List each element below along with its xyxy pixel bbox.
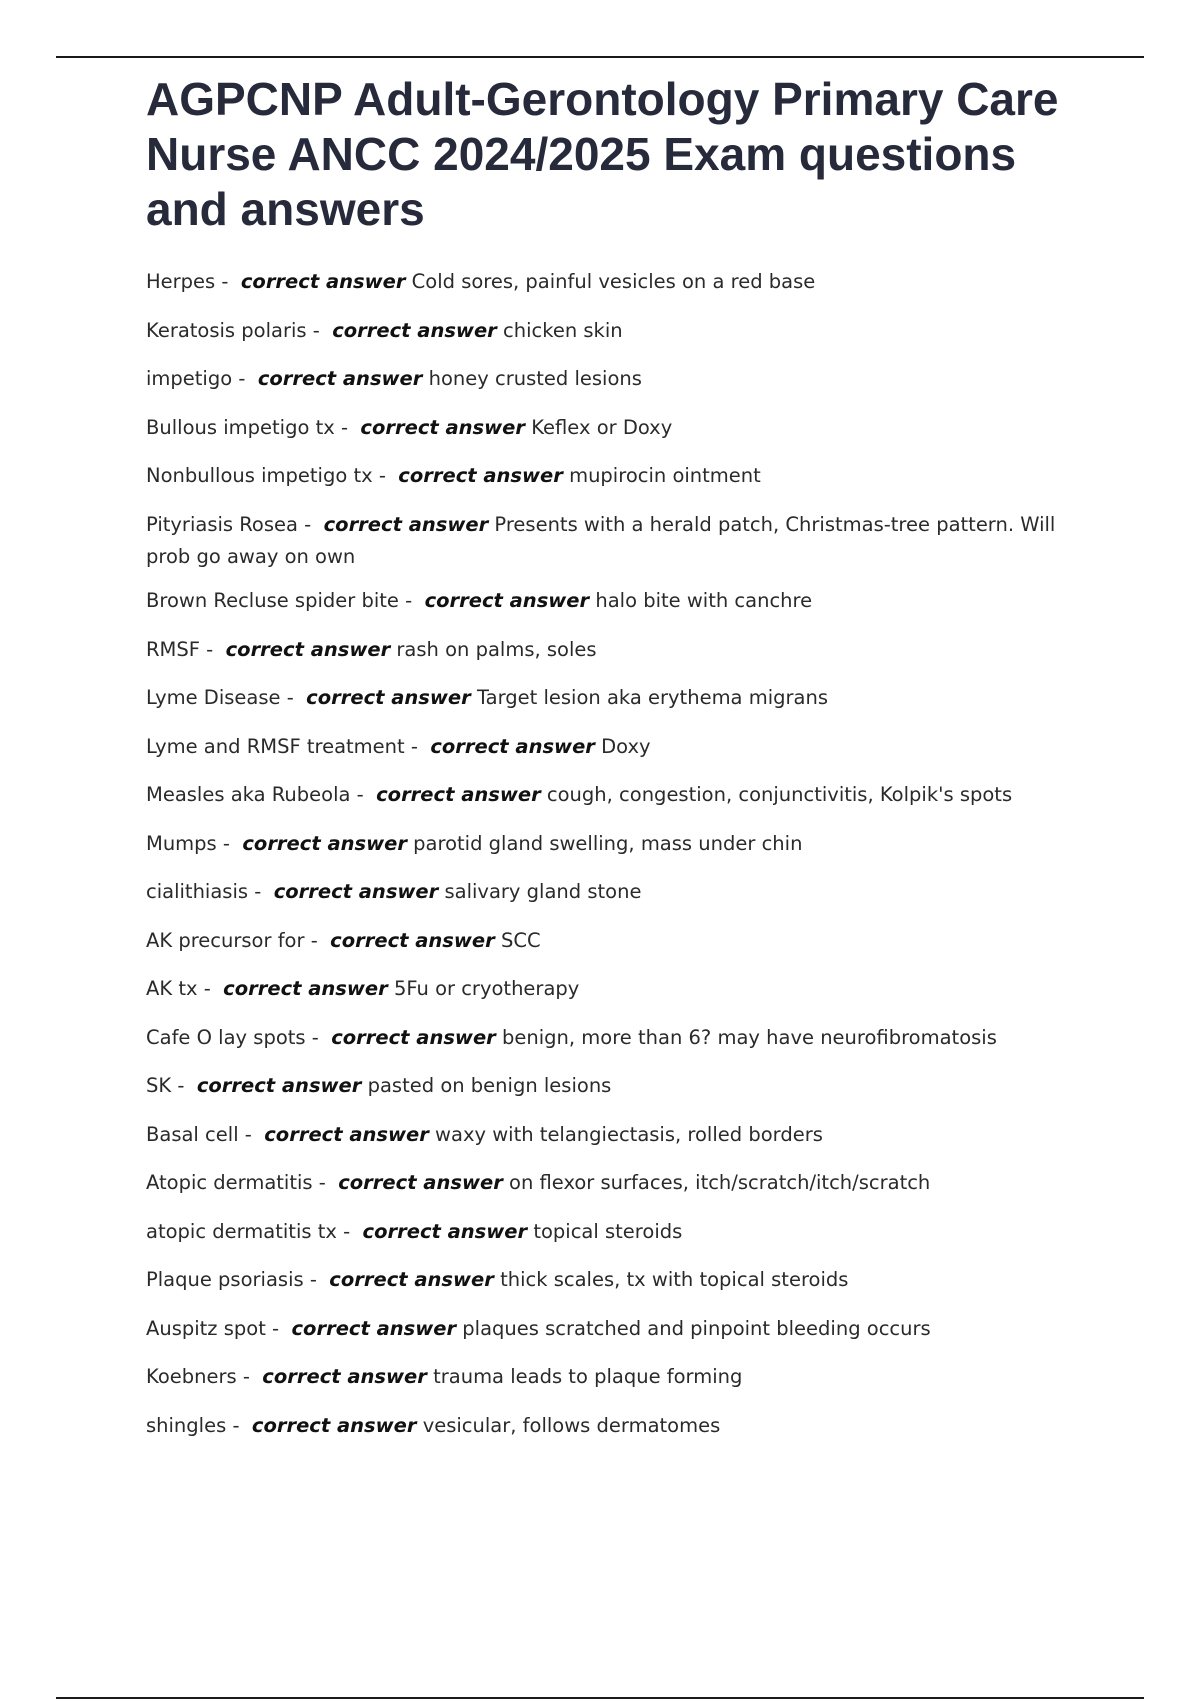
answer-label: correct answer (330, 928, 495, 952)
question-term: Keratosis polaris (146, 318, 307, 342)
bottom-rule (56, 1697, 1144, 1699)
answer-label: correct answer (223, 977, 388, 1000)
answer-text: Cold sores, painful vesicles on a red base (411, 270, 816, 293)
question-term: Nonbullous impetigo tx (146, 464, 373, 487)
separator: - (305, 1025, 332, 1049)
qa-item (146, 266, 1066, 298)
separator: - (265, 1316, 292, 1340)
answer-label: correct answer (329, 1268, 494, 1291)
answer-label: correct answer (332, 318, 497, 342)
qa-item (146, 731, 1066, 763)
separator: - (372, 464, 399, 487)
answer-label: correct answer (338, 1171, 503, 1194)
answer-label: correct answer (257, 367, 423, 390)
answer-text: halo bite with canchre (595, 589, 813, 612)
qa-item (146, 682, 1066, 714)
question-term: AK tx (146, 977, 198, 1000)
answer-text: Doxy (601, 734, 651, 758)
qa-item (146, 779, 1066, 811)
question-term: impetigo (146, 367, 233, 390)
answer-text: pasted on benign lesions (367, 1074, 612, 1097)
answer-label: correct answer (376, 783, 541, 806)
answer-text: Target lesion aka erythema migrans (476, 686, 828, 709)
question-term: Auspitz spot (146, 1316, 266, 1340)
separator: - (350, 783, 377, 806)
separator: - (404, 734, 431, 758)
separator: - (306, 318, 333, 342)
separator: - (304, 928, 331, 952)
separator: - (280, 686, 307, 709)
qa-item (146, 1313, 1066, 1345)
question-term: SK (146, 1074, 172, 1097)
answer-label: correct answer (323, 512, 489, 536)
question-term: shingles (146, 1413, 227, 1437)
answer-label: correct answer (251, 1413, 417, 1437)
separator: - (197, 977, 224, 1000)
separator: - (398, 589, 425, 612)
qa-item (146, 315, 1066, 347)
separator: - (238, 1122, 265, 1146)
separator: - (336, 1219, 363, 1243)
answer-text: rash on palms, soles (396, 637, 597, 661)
answer-text: parotid gland swelling, mass under chin (413, 831, 803, 855)
answer-label: correct answer (196, 1074, 362, 1097)
document-title: AGPCNP Adult-Gerontology Primary Care Nurse ANCC 2024/2025 Exam questions and answers (146, 73, 1059, 235)
qa-item (146, 876, 1066, 908)
qa-item (146, 828, 1066, 860)
qa-item (146, 460, 1066, 492)
answer-text: salivary gland stone (444, 880, 642, 903)
answer-text: benign, more than 6? may have neurofibromatosis (502, 1025, 997, 1049)
answer-text: trauma leads to plaque forming (433, 1365, 743, 1388)
answer-text: SCC (500, 928, 541, 952)
answer-text: cough, congestion, conjunctivitis, Kolpik's spots (546, 783, 1013, 806)
separator: - (226, 1413, 252, 1437)
answer-label: correct answer (331, 1025, 496, 1049)
question-term: atopic dermatitis tx (146, 1219, 337, 1243)
qa-item (146, 1264, 1066, 1296)
question-term: Cafe O lay spots (146, 1025, 306, 1049)
answer-label: correct answer (398, 464, 563, 487)
qa-item (146, 363, 1066, 395)
separator: - (297, 512, 324, 536)
answer-label: correct answer (362, 1219, 528, 1243)
question-term: AK precursor for (146, 928, 305, 952)
answer-label: correct answer (424, 589, 590, 612)
question-term: Lyme Disease (146, 686, 281, 709)
separator: - (216, 831, 243, 855)
answer-label: correct answer (242, 831, 407, 855)
separator: - (232, 367, 258, 390)
separator: - (236, 1365, 263, 1388)
separator: - (334, 415, 361, 439)
question-term: Atopic dermatitis (146, 1171, 313, 1194)
question-term: Brown Recluse spider bite (146, 589, 399, 612)
qa-item (146, 1119, 1066, 1151)
answer-text: 5Fu or cryotherapy (393, 977, 580, 1000)
question-term: cialithiasis (146, 880, 249, 903)
answer-text: vesicular, follows dermatomes (422, 1413, 721, 1437)
separator: - (312, 1171, 339, 1194)
answer-text: topical steroids (533, 1219, 683, 1243)
qa-item (146, 1167, 1066, 1199)
qa-item (146, 1070, 1066, 1102)
answer-text: waxy with telangiectasis, rolled borders (435, 1122, 823, 1146)
top-rule (56, 56, 1144, 58)
answer-text: mupirocin ointment (569, 464, 761, 487)
separator: - (303, 1268, 330, 1291)
qa-item (146, 509, 1066, 573)
answer-label: correct answer (360, 415, 525, 439)
question-term: Herpes (146, 270, 216, 293)
answer-text: thick scales, tx with topical steroids (500, 1268, 849, 1291)
answer-label: correct answer (262, 1365, 427, 1388)
answer-label: correct answer (264, 1122, 429, 1146)
qa-item (146, 1216, 1066, 1248)
separator: - (199, 637, 226, 661)
question-term: Bullous impetigo tx (146, 415, 335, 439)
qa-item (146, 412, 1066, 444)
question-term: Pityriasis Rosea (146, 512, 298, 536)
qa-list (146, 266, 1066, 1458)
answer-text: chicken skin (503, 318, 623, 342)
qa-item (146, 634, 1066, 666)
qa-item (146, 1361, 1066, 1393)
answer-label: correct answer (306, 686, 471, 709)
answer-label: correct answer (430, 734, 595, 758)
question-term: Plaque psoriasis (146, 1268, 304, 1291)
answer-text: on flexor surfaces, itch/scratch/itch/scratch (509, 1171, 931, 1194)
answer-label: correct answer (240, 270, 406, 293)
answer-text: Presents with a herald patch, Christmas-tree pattern. Will prob go away on own (146, 512, 1056, 568)
question-term: Measles aka Rubeola (146, 783, 351, 806)
separator: - (248, 880, 274, 903)
answer-text: Keflex or Doxy (531, 415, 673, 439)
question-term: Mumps (146, 831, 217, 855)
qa-item (146, 1410, 1066, 1442)
qa-item (146, 973, 1066, 1005)
qa-item (146, 925, 1066, 957)
separator: - (171, 1074, 197, 1097)
question-term: RMSF (146, 637, 200, 661)
question-term: Lyme and RMSF treatment (146, 734, 405, 758)
answer-label: correct answer (273, 880, 439, 903)
question-term: Koebners (146, 1365, 237, 1388)
question-term: Basal cell (146, 1122, 239, 1146)
answer-label: correct answer (291, 1316, 457, 1340)
answer-label: correct answer (225, 637, 391, 661)
separator: - (215, 270, 241, 293)
answer-text: honey crusted lesions (428, 367, 642, 390)
qa-item (146, 1022, 1066, 1054)
qa-item (146, 585, 1066, 617)
answer-text: plaques scratched and pinpoint bleeding occurs (462, 1316, 931, 1340)
